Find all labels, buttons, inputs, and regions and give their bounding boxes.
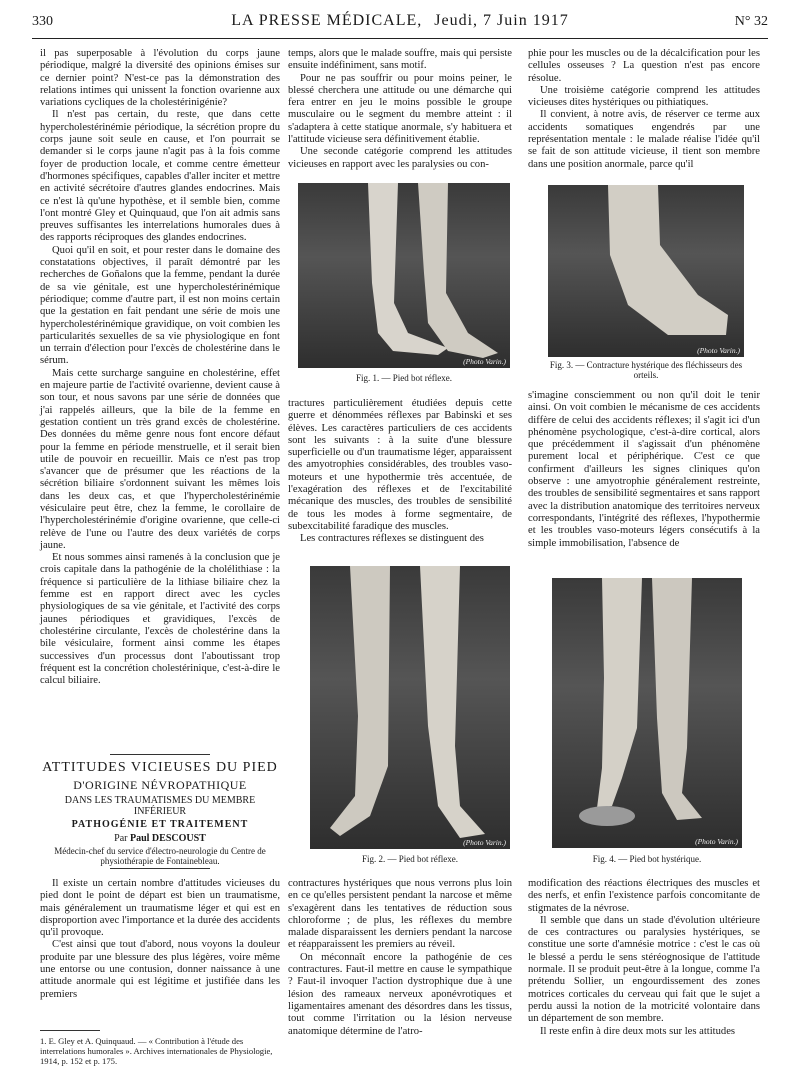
section-rule bbox=[110, 754, 210, 755]
legs-illustration bbox=[298, 183, 510, 368]
paragraph: Les contractures réflexes se distinguent des bbox=[300, 533, 484, 545]
legs-illustration bbox=[310, 566, 510, 849]
paragraph: s'imagine consciemment ou non qu'il doit le tenir ainsi. On voit combien le mécanisme de ces accidents diffère de celui des accidents réflexes; il s'agit ici d'un phénomène psychologique, c'est-à-dire cortical, alors que précédemment il s'agissait d'un phénomène purement local et périphérique. C'est ce que confirment d'ailleurs les signes cliniques qu'on observe : une amyotrophie généralement restreinte, des troubles de sensibilité segmentaires et sans rapport avec la distribution anatomique des territoires nerveux correspondants, l'intégrité des réflexes, l'hypothermie et les troubles vaso-moteurs légers consécutifs à la simple immobilisation, l'absence de bbox=[528, 390, 760, 549]
paragraph: Une seconde catégorie comprend les attitudes vicieuses en rapport avec les paralysies ou con- bbox=[288, 146, 512, 170]
column-2-text-bottom bbox=[288, 878, 512, 1038]
column-3-text-middle bbox=[528, 390, 760, 550]
photo-credit: (Photo Varin.) bbox=[463, 838, 506, 847]
paragraph: Mais cette surcharge sanguine en cholestérine, effet en majeure partie de l'activité ovarienne, devient cause à son tour, et nous savons par une série de données que j'ai rappelés ailleurs, que la bile de la femme en gestation contient un très grand excès de cholestérine. Des données du même genre nous font encore défaut pour la femme en période menstruelle, et il serait bien utile de pouvoir en recueillir. Mais ce n'est pas trop s'avancer que de présumer que les réactions de la sécrétion biliaire s'ordonnent suivant les mêmes lois dans les deux cas, et que l'hypercholestérinémie vésiculaire peut être, chez la femme, le corollaire de l'hypercholestérinémie d'origine ovarienne, que celle-ci relève de l'une ou l'autre des deux variétés de corps jaune. bbox=[40, 367, 280, 551]
figure-caption: Fig. 2. — Pied bot réflexe. bbox=[362, 854, 458, 864]
author-affiliation: Médecin-chef du service d'électro-neurologie du Centre de physiothérapie de Fontainebleau. bbox=[54, 846, 266, 866]
article-subtitle: D'ORIGINE NÉVROPATHIQUE bbox=[73, 778, 247, 792]
photo-pied-bot-reflexe-1 bbox=[298, 183, 510, 368]
photo-pied-bot-reflexe-2 bbox=[310, 566, 510, 849]
figure-2 bbox=[310, 566, 510, 866]
footnote: 1. E. Gley et A. Quinquaud. — « Contribution à l'étude des interrelations humorales ». Archives internationales de Physiologie, 1914, p. 152 et p. 175. bbox=[40, 1036, 273, 1066]
paragraph: Et nous sommes ainsi ramenés à la conclusion que je crois capitale dans la pathogénie de la cholélithiase : la fréquence si particulière de la lithiase biliaire chez la femme est en rapport direct avec les cycles physiologiques de sa vie génitale, et l'activité des corps jaunes périodiques et gravidiques, l'excès de cholestérine circulante, l'excès de cholestérine dans la bile vésiculaire, forment ainsi comme les étapes successives d'un processus dont l'aboutissant trop fréquent est la concrétion cholestérinique, c'est-à-dire le calcul biliaire. bbox=[40, 552, 280, 687]
paragraph: C'est ainsi que tout d'abord, nous voyons la douleur produite par une blessure des plus légères, voire même une entorse ou une contusion, donner naissance à une attitude anormale qui est légitime et justifiée dans les premiers bbox=[40, 939, 280, 1000]
paragraph: Quoi qu'il en soit, et pour rester dans le domaine des constatations objectives, il paraît démontré par les recherches de Goñalons que la femme, pendant la durée de sa vie génitale, est une hypercholestérinémique périodique; comme d'autre part, il est non moins certain que la gestation en fait pendant une série de mois une hypercholestérinémique gravidique, on voit combien les particularités sexuelles de sa vie physiologique en font un terrain d'élection pour l'excès de cholestérine dans le sérum. bbox=[40, 244, 280, 367]
column-3-text-top bbox=[528, 48, 760, 171]
figure-4 bbox=[552, 578, 742, 868]
author-name: Paul DESCOUST bbox=[129, 833, 206, 844]
paragraph: temps, alors que le malade souffre, mais qui persiste ensuite indéfiniment, sans motif. bbox=[288, 48, 512, 72]
paragraph: contractures hystériques que nous verrons plus loin en ce qu'elles persistent pendant la narcose et même s'exagèrent dans les tentatives de réduction sous chloroforme ; de plus, les réflexes du membre malade disparaissent les derniers pendant la narcose et réapparaissent les premiers au réveil. bbox=[288, 878, 512, 951]
paragraph: modification des réactions électriques des muscles et des nerfs, et enfin l'existence parfois concomitante de stigmates de la névrose. bbox=[528, 878, 760, 914]
article-intro-text bbox=[40, 878, 280, 1001]
paragraph: il pas superposable à l'évolution du corps jaune périodique, malgré la diversité des opinions émises sur ce dernier point? N'est-ce pas la démonstration des relations intimes qui unissent la fonction ovarienne aux variations cycliques de la cholestérinigénie? bbox=[40, 48, 280, 109]
photo-credit: (Photo Varin.) bbox=[697, 346, 740, 355]
paragraph: tractures particulièrement étudiées depuis cette guerre et dénommées réflexes par Babinski et ses élèves. Les caractères particuliers de ces accidents sont les suivants : à la suite d'une blessure superficielle ou d'un traumatisme léger, apparaissent des amyotrophies considérables, des troubles vaso-moteurs et une hypothermie très accentuée, de l'exagération des réflexes et de l'excitabilité mécanique des muscles, des troubles de sensibilité de tous les modes à forme segmentaire, de subexcitabilité faradique des muscles. bbox=[288, 398, 512, 532]
paragraph: Il semble que dans un stade d'évolution ultérieure de ces contractures ou paralysies hystériques, se constitue une sorte d'amnésie motrice : c'est le cas où le blessé a perdu le sens stéréognosique de l'attitude normale. Il se produit peut-être à la longue, comme l'a prétendu Sollier, un engourdissement des zones motrices corticales du cerveau qui fait que le sujet a perdu aussi la notion de la motricité volontaire dans un département de son membre. bbox=[528, 914, 760, 1025]
issue-number: N° 32 bbox=[734, 14, 768, 29]
column-2-text-top bbox=[288, 48, 512, 171]
article-context: DANS LES TRAUMATISMES DU MEMBRE INFÉRIEUR bbox=[64, 795, 256, 817]
paragraph: Pour ne pas souffrir ou pour moins peiner, le blessé cherchera une attitude ou une démarche qui fera entrer en jeu le moins possible le groupe musculaire ou le segment du membre atteint : il s'adaptera à cette statique anormale, s'y habituera et l'attitude vicieuse sera définitivement établie. bbox=[288, 72, 512, 146]
page-header bbox=[32, 12, 768, 34]
page-number: 330 bbox=[32, 14, 53, 29]
header-rule bbox=[32, 38, 768, 39]
paragraph: Il n'est pas certain, du reste, que dans cette hypercholestérinémie périodique, la sécrétion propre du corps jaune soit seule en cause, et l'on pourrait se demander si le corps jaune n'agit pas à la fois comme foyer de production locale, et comme centre émetteur d'hormones spécifiques, capables d'aller inciter et mettre en activité sécrétoire d'autres glandes endocrines. Mais ce n'est là qu'une hypothèse, et il semble bien, comme l'ont montré Gley et Quinquaud, que l'on ait admis sans preuves suffisantes les interrelations humorales dues à des rapports réciproques des glandes endocrines. bbox=[40, 109, 280, 244]
issue-date: Jeudi, 7 Juin 1917 bbox=[434, 12, 569, 29]
foot-illustration bbox=[548, 185, 744, 357]
byline-prefix: Par bbox=[114, 833, 128, 844]
journal-title: LA PRESSE MÉDICALE, bbox=[231, 12, 423, 29]
column-3-text-bottom bbox=[528, 878, 760, 1038]
figure-caption: Fig. 3. — Contracture hystérique des fléchisseurs des orteils. bbox=[549, 360, 743, 380]
article-title: ATTITUDES VICIEUSES DU PIED bbox=[42, 760, 278, 775]
footnote-rule bbox=[40, 1030, 100, 1031]
paragraph: On méconnaît encore la pathogénie de ces contractures. Faut-il mettre en cause le sympathique ? Faut-il invoquer l'action dystrophique due à une lésion des rameaux nerveux aponévrotiques et ligamentaires amenant des désordres dans les tissus, tout comme l'irritation ou la lésion nerveuse anatomique détermine de l'atro- bbox=[288, 951, 512, 1037]
photo-credit: (Photo Varin.) bbox=[695, 837, 738, 846]
paragraph: Il existe un certain nombre d'attitudes vicieuses du pied dont le point de départ est bien un traumatisme, mais généralement un traumatisme léger et qui est en disproportion avec l'importance et la durée des accidents qu'il provoque. bbox=[40, 878, 280, 939]
byline bbox=[40, 833, 280, 844]
article-heading bbox=[40, 760, 280, 866]
photo-pied-bot-hysterique bbox=[552, 578, 742, 848]
article-section: PATHOGÉNIE ET TRAITEMENT bbox=[71, 819, 249, 830]
figure-caption: Fig. 4. — Pied bot hystérique. bbox=[592, 854, 702, 864]
legs-illustration bbox=[552, 578, 742, 848]
paragraph: Il convient, à notre avis, de réserver ce terme aux accidents somatiques engendrés par une représentation mentale : le malade réalise l'idée qu'il se fait de son attitude vicieuse, il tient son membre dans une position anormale, parce qu'il bbox=[528, 109, 760, 170]
column-1-text bbox=[40, 48, 280, 687]
journal-line bbox=[32, 12, 768, 30]
section-rule bbox=[110, 868, 210, 869]
column-2-text-middle bbox=[288, 398, 512, 546]
figure-1 bbox=[298, 183, 510, 391]
paragraph: Il reste enfin à dire deux mots sur les attitudes bbox=[540, 1025, 736, 1037]
photo-credit: (Photo Varin.) bbox=[463, 357, 506, 366]
paragraph: phie pour les muscles ou de la décalcification pour les cellules osseuses ? La question n'est pas encore résolue. bbox=[528, 48, 760, 84]
photo-contracture-hysterique bbox=[548, 185, 744, 357]
figure-3 bbox=[548, 185, 744, 385]
figure-caption: Fig. 1. — Pied bot réflexe. bbox=[356, 373, 452, 383]
paragraph: Une troisième catégorie comprend les attitudes vicieuses dites hystériques ou pithiatiques. bbox=[528, 84, 760, 109]
